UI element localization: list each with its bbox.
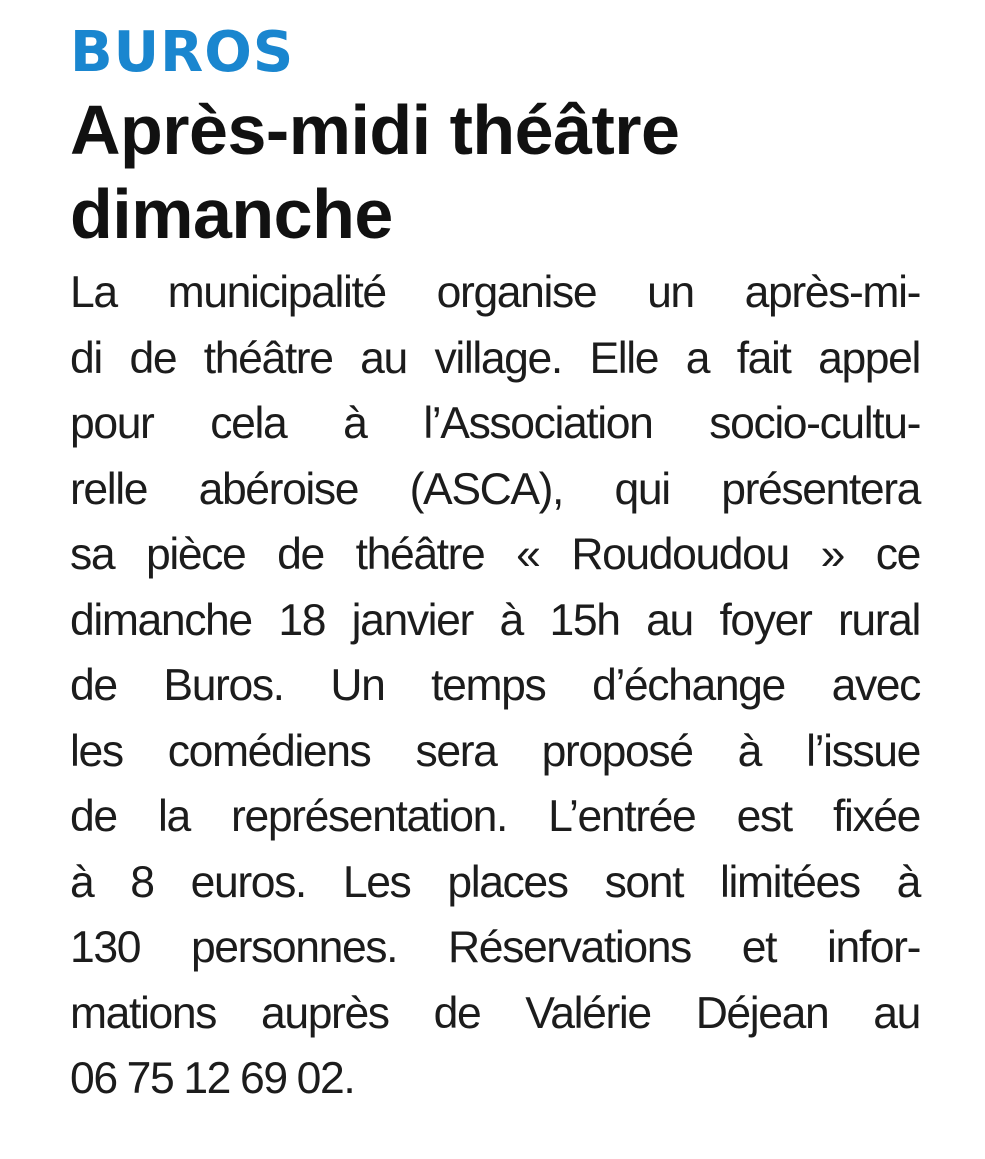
body-line: pour cela à l’Association socio-cultu- [70,399,920,448]
body-line: de Buros. Un temps d’échange avec [70,661,920,710]
body-line: relle abéroise (ASCA), qui présentera [70,464,920,514]
article-body [70,260,920,1112]
headline-line: dimanche [70,175,393,253]
body-line: sa pièce de théâtre « Roudoudou » ce [70,530,920,579]
headline [70,88,920,256]
headline-line: Après-midi théâtre [70,91,680,169]
body-line: de la représentation. L’entrée est fixée [70,792,920,841]
body-line-phone: 06 75 12 69 02. [70,1054,355,1103]
body-line: à 8 euros. Les places sont limitées à [70,857,920,907]
body-line: La municipalité organise un après-mi- [70,268,920,317]
body-line: 130 personnes. Réservations et infor- [70,923,920,972]
body-line: les comédiens sera proposé à l’issue [70,726,920,776]
section-kicker: BUROS [70,20,295,85]
body-line: di de théâtre au village. Elle a fait appel [70,333,920,383]
article [70,22,920,1112]
body-line: dimanche 18 janvier à 15h au foyer rural [70,595,920,645]
body-line: mations auprès de Valérie Déjean au [70,988,920,1038]
